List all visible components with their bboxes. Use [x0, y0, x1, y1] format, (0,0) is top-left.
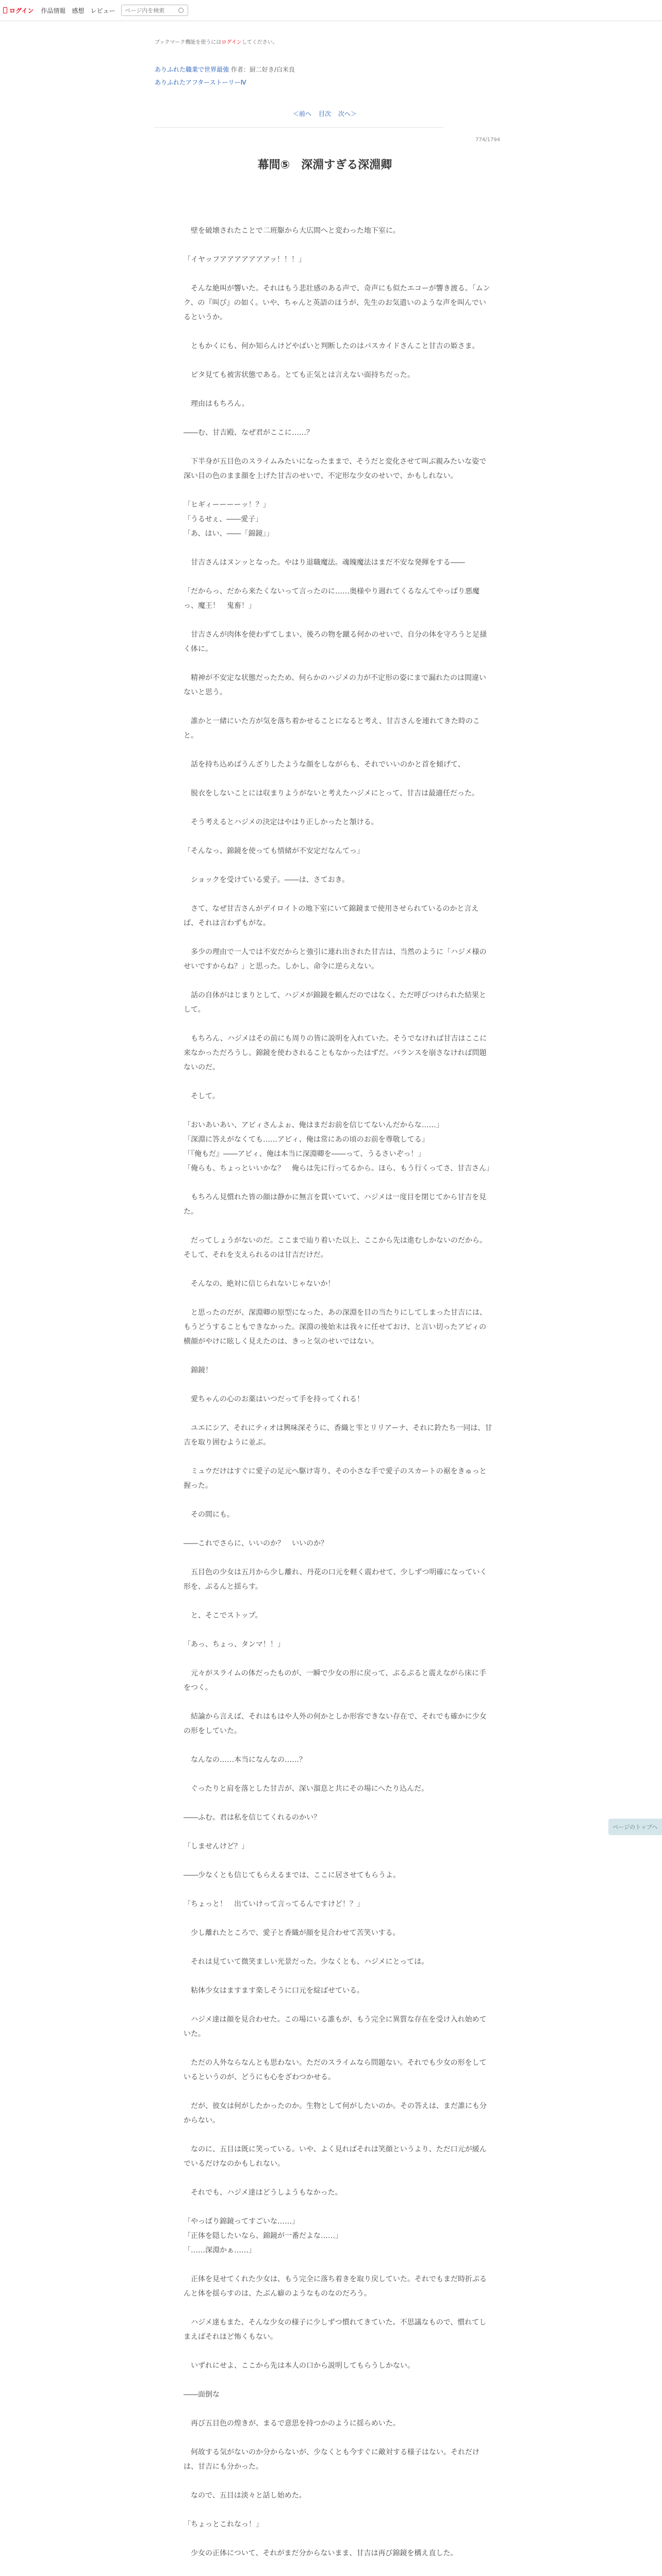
blank-line [184, 1262, 493, 1277]
notice-suffix: してください。 [241, 40, 278, 45]
body-paragraph: 「……深淵かぁ……」 [184, 2246, 256, 2255]
body-paragraph: 「だからっ、だから来たくないって言ったのに……奥様やり週れてくるなんてやっぱり悪魔っ、魔王！ 鬼畜！」 [184, 587, 479, 610]
blank-line [184, 1652, 493, 1666]
nav-impressions[interactable]: 感想 [72, 7, 85, 14]
series-title-link[interactable]: ありふれた職業で世界最強 [155, 66, 229, 73]
blank-line [184, 1406, 493, 1421]
body-paragraph: 話を持ち込めばうんざりしたような顔をしながらも、それでいいのかと首を傾げて、 [184, 760, 465, 769]
blank-line [184, 1767, 493, 1782]
blank-line [184, 570, 493, 584]
blank-line [184, 1623, 493, 1637]
blank-line [184, 1017, 493, 1031]
body-paragraph: さて、なぜ甘吉さんがデイロイトの地下室にいて錦鏡まで使用させられているのかと言えば、それは言わずもがな。 [184, 905, 479, 927]
body-paragraph: ――これでさらに、いいのか？ いいのか？ [184, 1539, 328, 1548]
blank-line [184, 2431, 493, 2445]
bookmark-login-notice [155, 38, 516, 45]
blank-line [184, 1738, 493, 1753]
body-paragraph: そんな絶叫が響いた。それはもう悲壮感のある声で、奇声にも似たエコーが響き渡る。「ムンク、の『叫び』の如く。いや、ちゃんと英語のほうが、先生のお気遣いのような声を叫んでいるというか。 [184, 284, 490, 321]
blank-line [184, 772, 493, 786]
body-paragraph: ピタ見ても被害状態である。とても正気とは言えない面持ちだった。 [184, 371, 415, 379]
blank-line [184, 2258, 493, 2272]
chapter-pager [134, 109, 516, 118]
back-to-top-button[interactable]: ページのトップへ [608, 1819, 662, 1835]
chapter-title: 幕間⑤ 深淵すぎる深淵卿 [257, 159, 392, 172]
body-paragraph: 元々がスライムの体だったものが、一瞬で少女の形に戻って、ぷるぷると震えながら床に手をつく。 [184, 1669, 487, 1692]
table-of-contents-link[interactable]: 目次 [318, 110, 331, 117]
blank-line [184, 1219, 493, 1233]
blank-line [184, 801, 493, 815]
login-link[interactable] [3, 6, 34, 15]
body-paragraph: ぐったりと肩を落とした甘吉が、深い溜息と共にその場にへたり込んだ。 [184, 1785, 429, 1793]
body-paragraph: 理由はもちろん。 [184, 400, 249, 408]
blank-line [184, 1998, 493, 2012]
blank-line [184, 382, 493, 397]
body-paragraph: だってしょうがないのだ。ここまで辿り着いた以上、ここから先は進むしかないのだから。そして、それを支えられるのは甘吉だけだ。 [184, 1236, 487, 1259]
body-paragraph: ミュウだけはすぐに愛子の足元へ駆け寄り、その小さな手で愛子のスカートの裾をきゅっと握った。 [184, 1467, 487, 1490]
body-paragraph: そんなの、絶対に信じられないじゃないか！ [184, 1280, 335, 1288]
body-paragraph: もちろん、ハジメはその前にも周りの皆に説明を入れていた。そうでなければ甘吉はここに来なかっただろうし、錦鏡を使わされることもなかったはずだ。バランスを崩さなければ問題ないのだ。 [184, 1035, 487, 1072]
body-paragraph: 「あっ、ちょっ、タンマ！！」 [184, 1640, 285, 1649]
body-paragraph: それは見ていて微笑ましい光景だった。少なくとも、ハジメにとっては。 [184, 1958, 429, 1966]
content-wrapper [155, 38, 516, 2576]
blank-line [184, 656, 493, 671]
blank-line [184, 613, 493, 628]
body-paragraph: ともかくにも、何か知らんけどやばいと判断したのはパスカイドさんこと甘吉の姫さま。 [184, 342, 479, 350]
blank-line [184, 2532, 493, 2546]
body-paragraph: 壁を破壊されたことで二班駆から大広間へと変わった地下室に。 [184, 227, 400, 235]
body-paragraph: 精神が不安定な状態だったため、何らかのハジメの力が不定形の姿にまで漏れたのは間違いないと思う。 [184, 674, 487, 697]
body-paragraph: 「深淵に答えがなくても……アビィ、俺は常にあの頃のお前を尊敬してる」 [184, 1136, 429, 1144]
blank-line [184, 2041, 493, 2056]
body-paragraph: 「俺らも、ちょっといいかな？ 俺らは先に行ってるから。ほら、もう行くってさ、甘吉さん」 [184, 1164, 494, 1173]
body-paragraph: ――面倒な [184, 2391, 220, 2399]
blank-line [184, 1176, 493, 1190]
blank-line [184, 1940, 493, 1955]
blank-line [184, 2084, 493, 2099]
blank-line [184, 1825, 493, 1839]
body-paragraph: と、そこでストップ。 [184, 1612, 262, 1620]
blank-line [184, 2402, 493, 2416]
blank-line [184, 1854, 493, 1868]
body-paragraph: 「やっぱり錦鏡ってすごいな……」 [184, 2217, 299, 2226]
blank-line [184, 743, 493, 757]
blank-line [184, 930, 493, 945]
nav-work-info[interactable]: 作品情報 [41, 7, 66, 14]
body-paragraph: 話の自体がはじまりとして、ハジメが錦鏡を頼んだのではなく、ただ呼びつけられた結果として。 [184, 991, 487, 1014]
body-paragraph: ショックを受けている愛子。――は、さておき。 [184, 876, 350, 884]
prev-chapter-link[interactable]: ＜前へ [292, 110, 311, 117]
blank-line [184, 2474, 493, 2488]
blank-line [184, 353, 493, 368]
blank-line [184, 440, 493, 454]
body-paragraph: 少し離れたところで、愛子と香織が顔を見合わせて苦笑いする。 [184, 1929, 400, 1937]
body-paragraph: 誰かと一緒にいた方が気を落ち着かせることになると考え、甘吉さんを連れてきた時のこと。 [184, 717, 480, 740]
body-paragraph: 「ちょっと！ 出ていけって言ってるんですけど！？」 [184, 1900, 364, 1908]
body-paragraph: 「うるせぇ、――愛子」 [184, 515, 263, 523]
series-author[interactable]: 作者：厨二好き/白米良 [230, 66, 295, 73]
page-search-input[interactable] [124, 7, 177, 14]
body-paragraph: ――む、甘吉殿、なぜ君がここに……？ [184, 429, 313, 437]
search-icon[interactable] [178, 8, 184, 13]
blank-line [184, 325, 493, 339]
body-paragraph: 「しませんけど？」 [184, 1842, 249, 1851]
blank-line [184, 1075, 493, 1089]
blank-line [184, 411, 493, 426]
blank-line [184, 1969, 493, 1984]
blank-line [184, 700, 493, 714]
body-paragraph: 多少の理由で一人では不安だからと強引に連れ出された甘吉は、当然のように「ハジメ様のせいですからね？」と思った。しかし、命令に逆らえない。 [184, 948, 487, 971]
blank-line [184, 1883, 493, 1897]
series-title-line [155, 65, 516, 74]
next-chapter-link[interactable]: 次へ＞ [338, 110, 357, 117]
login-label: ログイン [9, 7, 34, 14]
body-paragraph: 少女の正体について、それがまだ分からないまま、甘吉は再び錦鏡を構え直した。 [184, 2549, 458, 2557]
blank-line [184, 1695, 493, 1709]
body-paragraph: なのに、五目は既に笑っている。いや、よく見ればそれは笑顔というより、ただ口元が緩んでいるだけなのかもしれない。 [184, 2145, 487, 2168]
blank-line [184, 829, 493, 844]
body-paragraph: 甘吉さんが肉体を使わずてしまい、後ろの物を蹴る何かのせいで、自分の体を守ろうと足掻く体に。 [184, 631, 487, 653]
body-paragraph: なんなの……本当になんなの……？ [184, 1756, 306, 1764]
blank-line [184, 2128, 493, 2142]
blank-line [184, 483, 493, 498]
body-paragraph: 粘体少女はますます楽しそうに口元を綻ばせている。 [184, 1987, 364, 1995]
blank-line [184, 1378, 493, 1392]
body-paragraph: そして。 [184, 1092, 220, 1100]
blank-line [184, 2344, 493, 2359]
blank-line [184, 1594, 493, 1608]
blank-line [184, 2503, 493, 2517]
blank-line [184, 1104, 493, 1118]
series-subtitle[interactable]: ありふれたアフターストーリーⅣ [155, 79, 246, 86]
body-paragraph: 「正体を隠したいなら、錦鏡が一番だよな……」 [184, 2232, 342, 2240]
blank-line [184, 1522, 493, 1536]
blank-line [184, 2171, 493, 2185]
body-paragraph: ハジメ達は顔を見合わせた。この場にいる誰もが、もう完全に異質な存在を受け入れ始めていた。 [184, 2015, 487, 2038]
body-paragraph: ユエにシア、それにティオは興味深そうに、香織と雫とリリアーナ、それに鈴たち一同は、甘吉を取り囲むように並ぶ。 [184, 1424, 492, 1447]
blank-line [184, 1551, 493, 1565]
body-paragraph: ハジメ達もまた、そんな少女の様子に少しずつ慣れてきていた。不思議なもので、慣れてしまえばそれほど怖くもない。 [184, 2318, 487, 2341]
body-paragraph: 五目色の少女は五月から少し離れ、丹花の口元を軽く震わせて、少しずつ明確になっていく形を、ぷるんと揺らす。 [184, 1568, 487, 1591]
blank-line [184, 1796, 493, 1810]
body-paragraph: 「そんなっ、錦鏡を使っても情緒が不安定だなんてっ」 [184, 847, 364, 855]
blank-line [184, 2301, 493, 2315]
notice-prefix: ブックマーク機能を使うには [155, 40, 222, 45]
body-paragraph: ――ふむ。君は私を信じてくれるのかい？ [184, 1814, 321, 1822]
body-paragraph: なので、五目は淡々と話し始めた。 [184, 2492, 306, 2500]
body-paragraph: 甘吉さんはヌンッとなった。やはり退職魔法。魂魄魔法はまだ不安な発揮をする―― [184, 558, 465, 567]
body-paragraph: 「『俺もだ』――アビィ、俺は本当に深淵卿を――って、うるさいぞっ！」 [184, 1150, 425, 1158]
body-paragraph: 「ちょっとこれなっ！」 [184, 2520, 263, 2529]
body-paragraph: 脱衣をしないことには収まりようがないと考えたハジメにとって、甘吉は最適任だった。 [184, 789, 479, 798]
blank-line [184, 267, 493, 281]
blank-line [184, 1450, 493, 1464]
body-paragraph: ただの人外ならなんとも思わない。ただのスライムなら問題ない。それでも少女の形をしているというのが、どうにも心をざわつかせる。 [184, 2059, 487, 2081]
key-icon [3, 7, 7, 13]
body-paragraph: 下半身が五目色のスライムみたいになったままで、そうだと変化させて叫ぶ親みたいな姿で深い目の色のまま顔を上げた甘吉のせいで、不定形な少女のせいで、かもしれない。 [184, 457, 487, 480]
body-paragraph: 愛ちゃんの心のお薬はいつだって手を持ってくれる！ [184, 1395, 364, 1403]
blank-line [184, 2561, 493, 2575]
body-paragraph: 「ヒギィーーーーッ！？」 [184, 501, 270, 509]
blank-line [184, 2200, 493, 2214]
body-paragraph: 錦鏡！ [184, 1366, 212, 1375]
blank-line [184, 1291, 493, 1306]
body-paragraph: それでも、ハジメ達はどうしようもなかった。 [184, 2189, 342, 2197]
body-paragraph: もちろん見慣れた皆の顔は静かに無言を貫いていて、ハジメは一度目を閉じてから甘吉を見た。 [184, 1193, 487, 1216]
body-paragraph: だが、彼女は何がしたかったのか。生物として何がしたいのか。その答えは、まだ誰にも分からない。 [184, 2102, 487, 2125]
body-paragraph: 何故する気がないのか分からないが、少なくとも今すぐに敵対する様子はない。それだけは、甘吉にも分かった。 [184, 2448, 479, 2471]
top-navigation-bar [0, 0, 662, 21]
body-paragraph: 正体を見せてくれた少女は、もう完全に落ち着きを取り戻していた。それでもまだ時折ぷるんと体を揺らすのは、たぶん癖のようなものなのだろう。 [184, 2275, 487, 2298]
blank-line [184, 887, 493, 902]
blank-line [184, 1911, 493, 1926]
body-paragraph: 「あ、はい、――「錦鏡」」 [184, 530, 274, 538]
body-paragraph: 結論から言えば、それはもはや人外の何かとしか形容できない存在で、それでも確かに少女の形をしていた。 [184, 1713, 487, 1735]
body-paragraph: そう考えるとハジメの決定はやはり正しかったと頷ける。 [184, 818, 378, 826]
nav-reviews[interactable]: レビュー [90, 7, 115, 14]
body-paragraph: と思ったのだが、深淵卿の原型になった、あの深淵を目の当たりにしてしまった甘吉には、もうどうすることもできなかった。深淵の後始末は我々に任せておけ、と言い切ったアビィの横顔がやけに眩しく見えたのは、きっと気のせいではない。 [184, 1309, 487, 1346]
blank-line [184, 858, 493, 873]
blank-line [184, 974, 493, 988]
pager-divider [155, 127, 443, 128]
body-paragraph: 再び五目色の煌きが、まるで意思を持つかのように揺らめいた。 [184, 2419, 400, 2428]
blank-line [184, 1349, 493, 1363]
blank-line [184, 1493, 493, 1507]
body-paragraph: その間にも。 [184, 1511, 234, 1519]
notice-login-link[interactable]: ログイン [221, 40, 242, 45]
body-paragraph: ――少なくとも信じてもらえるまでは、ここに居させてもらうよ。 [184, 1871, 400, 1879]
page-number: 774/1794 [475, 137, 500, 143]
body-paragraph: 「おいあいあい、アビィさんよぉ、俺はまだお前を信じてないんだからな……」 [184, 1121, 443, 1129]
blank-line [184, 238, 493, 252]
novel-body [184, 224, 493, 2576]
body-paragraph: いずれにせよ、ここから先は本人の口から説明してもらうしかない。 [184, 2362, 415, 2370]
page-search[interactable] [121, 5, 188, 16]
blank-line [184, 541, 493, 555]
blank-line [184, 2373, 493, 2387]
body-paragraph: 「イヤッフアアアアアアアッ！！！」 [184, 256, 306, 264]
